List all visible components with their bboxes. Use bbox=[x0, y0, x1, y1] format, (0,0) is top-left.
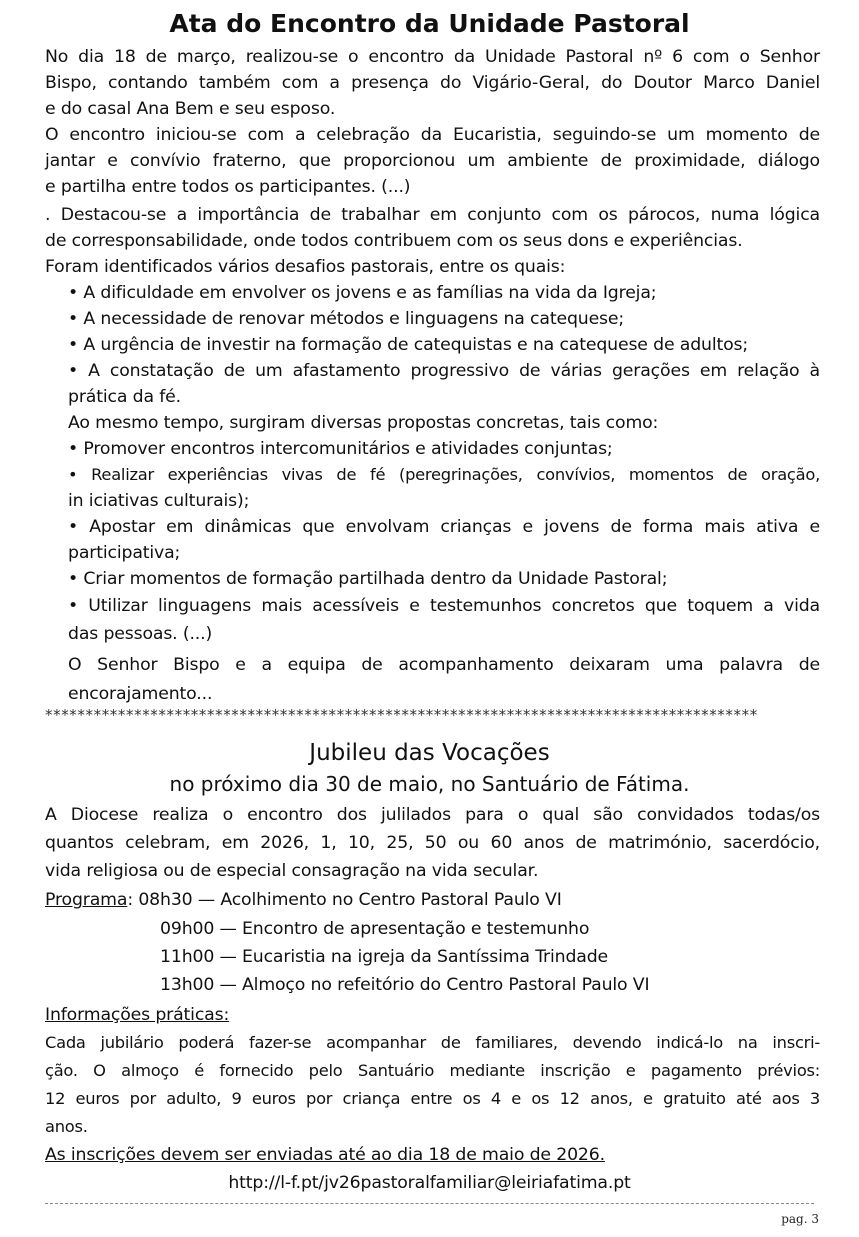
ata-p3-line: Foram identificados vários desafios pastorais, entre os quais: bbox=[45, 257, 566, 277]
jubileu-intro-line: quantos celebram, em 2026, 1, 10, 25, 50 ou 60 anos de matrimónio, sacerdócio, bbox=[45, 833, 820, 853]
programa-item: 11h00 — Eucaristia na igreja da Santíssima Trindade bbox=[160, 947, 609, 967]
proposal-item-cont: in iciativas culturais); bbox=[68, 491, 250, 511]
closing-line: O Senhor Bispo e a equipa de acompanhamento deixaram uma palavra de bbox=[68, 655, 820, 675]
challenge-item: • A urgência de investir na formação de catequistas e na catequese de adultos; bbox=[68, 335, 749, 355]
proposal-item-cont: das pessoas. (...) bbox=[68, 624, 213, 644]
info-line: 12 euros por adulto, 9 euros por criança entre os 4 e os 12 anos, e gratuito até aos 3 bbox=[45, 1089, 820, 1108]
proposal-item: • Utilizar linguagens mais acessíveis e testemunhos concretos que toquem a vida bbox=[68, 596, 820, 616]
programa-label: Programa bbox=[45, 890, 128, 910]
ata-p3-line: . Destacou-se a importância de trabalhar em conjunto com os párocos, numa lógica bbox=[45, 205, 820, 225]
ata-p2-line: O encontro iniciou-se com a celebração da Eucaristia, seguindo-se um momento de bbox=[45, 125, 820, 145]
jubileu-subtitle: no próximo dia 30 de maio, no Santuário de Fátima. bbox=[169, 772, 690, 796]
programa-item: 08h30 — Acolhimento no Centro Pastoral Paulo VI bbox=[138, 890, 562, 910]
programa-row bbox=[45, 887, 562, 913]
programa-item: 09h00 — Encontro de apresentação e testemunho bbox=[160, 919, 590, 939]
proposal-item: • Criar momentos de formação partilhada dentro da Unidade Pastoral; bbox=[68, 569, 668, 589]
proposal-item-cont: participativa; bbox=[68, 543, 181, 563]
asterisk-separator: **************************************************************************************** bbox=[45, 706, 758, 724]
proposals-intro: Ao mesmo tempo, surgiram diversas propostas concretas, tais como: bbox=[68, 413, 659, 433]
proposal-item: • Realizar experiências vivas de fé (peregrinações, convívios, momentos de oração, bbox=[68, 465, 820, 484]
footer-divider bbox=[45, 1203, 814, 1204]
challenge-item: • A dificuldade em envolver os jovens e as famílias na vida da Igreja; bbox=[68, 283, 657, 303]
page-number: pag. 3 bbox=[781, 1212, 819, 1226]
info-line: ção. O almoço é fornecido pelo Santuário mediante inscrição e pagamento prévios: bbox=[45, 1061, 820, 1080]
challenge-item-cont: prática da fé. bbox=[68, 387, 181, 407]
jubileu-intro-line: A Diocese realiza o encontro dos julilados para o qual são convidados todas/os bbox=[45, 805, 820, 825]
ata-p2-line: jantar e convívio fraterno, que proporcionou um ambiente de proximidade, diálogo bbox=[45, 151, 820, 171]
info-line: Cada jubilário poderá fazer-se acompanhar de familiares, devendo indicá-lo na inscri- bbox=[45, 1033, 820, 1052]
ata-p1-line: Bispo, contando também com a presença do Vigário-Geral, do Doutor Marco Daniel bbox=[45, 73, 820, 93]
jubileu-title: Jubileu das Vocações bbox=[309, 740, 550, 766]
programa-colon: : bbox=[127, 890, 139, 910]
closing-line: encorajamento... bbox=[68, 684, 213, 704]
ata-p1-line: e do casal Ana Bem e seu esposo. bbox=[45, 99, 336, 119]
ata-title: Ata do Encontro da Unidade Pastoral bbox=[169, 9, 690, 38]
proposal-item: • Apostar em dinâmicas que envolvam crianças e jovens de forma mais ativa e bbox=[68, 517, 820, 537]
challenge-item: • A constatação de um afastamento progressivo de várias gerações em relação à bbox=[68, 361, 820, 381]
jubileu-intro-line: vida religiosa ou de especial consagração na vida secular. bbox=[45, 861, 539, 881]
info-label: Informações práticas: bbox=[45, 1005, 230, 1025]
deadline-note: As inscrições devem ser enviadas até ao dia 18 de maio de 2026. bbox=[45, 1145, 605, 1165]
info-line: anos. bbox=[45, 1117, 88, 1136]
programa-item: 13h00 — Almoço no refeitório do Centro Pastoral Paulo VI bbox=[160, 975, 650, 995]
contact-link[interactable]: http://l-f.pt/jv26pastoralfamiliar@leiriafatima.pt bbox=[228, 1173, 631, 1193]
proposal-item: • Promover encontros intercomunitários e atividades conjuntas; bbox=[68, 439, 613, 459]
ata-p1-line: No dia 18 de março, realizou-se o encontro da Unidade Pastoral nº 6 com o Senhor bbox=[45, 47, 820, 67]
ata-p2-line: e partilha entre todos os participantes. (...) bbox=[45, 177, 411, 197]
challenge-item: • A necessidade de renovar métodos e linguagens na catequese; bbox=[68, 309, 625, 329]
ata-p3-line: de corresponsabilidade, onde todos contribuem com os seus dons e experiências. bbox=[45, 231, 743, 251]
